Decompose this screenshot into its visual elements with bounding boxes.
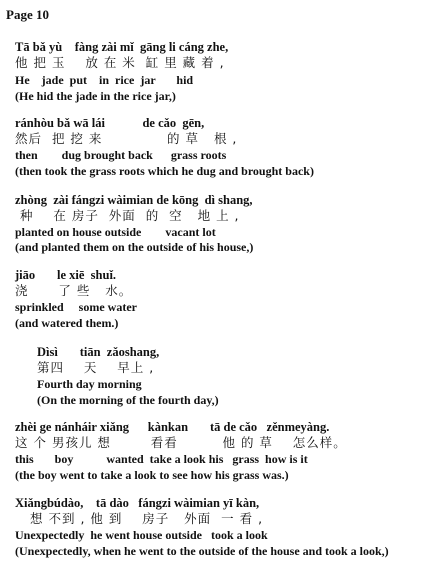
hanzi-line: 想 不到 , 他 到 房子 外面 一 看 , bbox=[30, 511, 264, 526]
gloss-line: planted on house outside vacant lot bbox=[15, 225, 216, 239]
gloss-line: Unexpectedly he went house outside took a look bbox=[15, 528, 268, 542]
gloss-line: sprinkled some water bbox=[15, 300, 137, 314]
gloss-line: Fourth day morning bbox=[37, 377, 142, 391]
hanzi-line: 种 在 房子 外面 的 空 地 上 , bbox=[15, 208, 240, 223]
gloss-line: then dug brought back grass roots bbox=[15, 148, 227, 162]
pinyin-line: Tā bǎ yù fàng zài mǐ gāng li cáng zhe, bbox=[15, 40, 229, 54]
gloss-line: He jade put in rice jar hid bbox=[15, 73, 194, 87]
hanzi-line: 这 个 男孩儿 想 看看 他 的 草 怎么样。 bbox=[15, 435, 347, 450]
hanzi-line: 第四 天 早上 , bbox=[37, 360, 155, 375]
pinyin-line: zhèi ge nánháir xiǎng kànkan tā de cǎo zěnmeyàng. bbox=[15, 420, 330, 434]
pinyin-line: ránhòu bǎ wā lái de cǎo gēn, bbox=[15, 116, 205, 130]
gloss-line: this boy wanted take a look his grass how is it bbox=[15, 452, 308, 466]
translation-line: (and planted them on the outside of his house,) bbox=[15, 240, 254, 254]
pinyin-line: Xiǎngbúdào, tā dào fángzi wàimian yī kàn, bbox=[15, 496, 260, 510]
hanzi-line: 浇 了 些 水。 bbox=[15, 283, 133, 298]
translation-line: (He hid the jade in the rice jar,) bbox=[15, 89, 176, 103]
pinyin-line: jiāo le xiē shuǐ. bbox=[15, 268, 117, 282]
translation-line: (Unexpectedly, when he went to the outside of the house and took a look,) bbox=[15, 544, 389, 558]
page-label: Page 10 bbox=[6, 7, 49, 22]
translation-line: (then took the grass roots which he dug and brought back) bbox=[15, 164, 314, 178]
translation-line: (the boy went to take a look to see how his grass was.) bbox=[15, 468, 289, 482]
pinyin-line: zhòng zài fángzi wàimian de kōng dì shang, bbox=[15, 193, 253, 207]
hanzi-line: 然后 把 挖 来 的 草 根 , bbox=[15, 131, 238, 146]
translation-line: (On the morning of the fourth day,) bbox=[37, 393, 219, 407]
translation-line: (and watered them.) bbox=[15, 316, 119, 330]
hanzi-line: 他 把 玉 放 在 米 缸 里 藏 着 , bbox=[15, 55, 225, 70]
pinyin-line: Dìsì tiān zǎoshang, bbox=[37, 345, 160, 359]
